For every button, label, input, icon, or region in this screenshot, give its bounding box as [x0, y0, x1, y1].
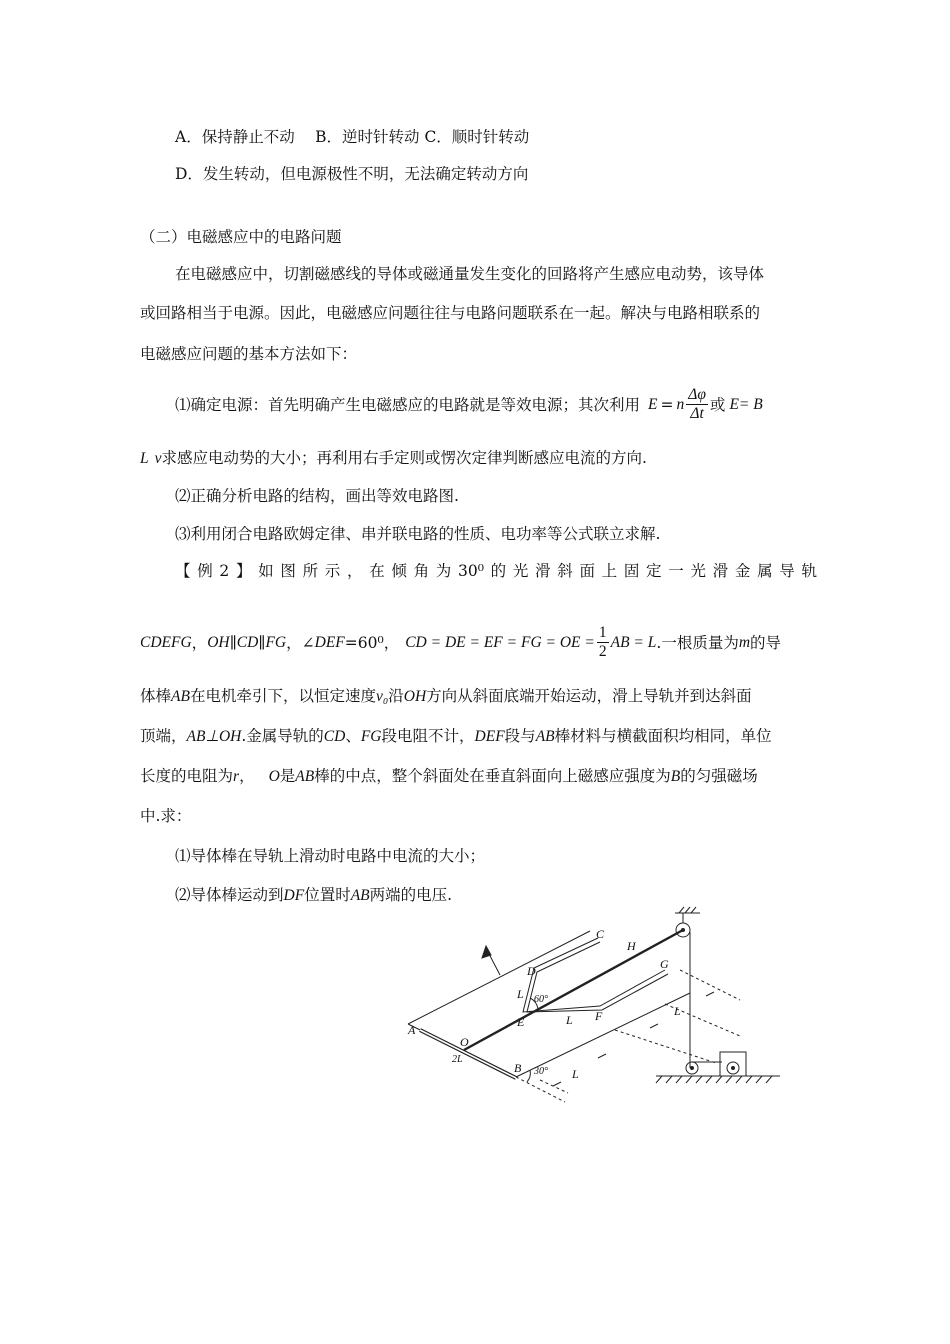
step-2: ⑵正确分析电路的结构，画出等效电路图. — [175, 487, 459, 505]
label-l1: L — [517, 987, 524, 1001]
dashed-line — [615, 1030, 716, 1063]
label-l2: L — [566, 1013, 573, 1027]
label-l3: L — [674, 1004, 681, 1018]
example-char: 例 — [197, 562, 213, 580]
formula-equals: = — [660, 395, 674, 414]
example-char: 所 — [302, 562, 319, 580]
example-char: 的 — [490, 562, 507, 580]
motor-box — [720, 1052, 746, 1076]
text: 的匀强磁场 — [680, 767, 758, 785]
example-char: 如 — [258, 562, 274, 580]
equality-chain: CD = DE = EF = FG = OE = — [405, 633, 595, 651]
example-char: 】 — [235, 562, 252, 580]
example-char: 30⁰ — [458, 562, 484, 580]
symbol-df: DF — [283, 887, 305, 904]
label-h: H — [627, 939, 636, 953]
formula-numerator: Δφ — [688, 386, 706, 403]
example-line-5 — [140, 765, 758, 788]
label-a: A — [408, 1023, 416, 1037]
label-c: C — [596, 927, 605, 941]
text: 顶端， — [140, 727, 187, 745]
symbol-v: v — [154, 450, 162, 467]
label-o: O — [460, 1035, 469, 1049]
example-char: 属 — [757, 562, 773, 580]
text: 棒的中点，整个斜面处在垂直斜面向上磁感应强度为 — [314, 767, 671, 785]
step-1-line — [175, 386, 763, 423]
text: 长度的电阻为 — [140, 767, 234, 785]
step-1-continued — [140, 447, 647, 470]
example-line-3 — [140, 685, 752, 708]
dashed-line — [680, 970, 740, 1000]
paragraph-line: 电磁感应问题的基本方法如下： — [140, 345, 358, 363]
symbol-v0: v₀ — [375, 688, 389, 705]
paragraph-line: 在电磁感应中，切割磁感线的导体或磁通量发生变化的回路将产生感应电动势，该导体 — [175, 265, 765, 283]
example-char: ， — [346, 562, 363, 580]
example-char: 一 — [668, 562, 684, 580]
text: ， — [239, 767, 255, 785]
question-1: ⑴导体棒在导轨上滑动时电路中电流的大小； — [175, 847, 486, 865]
example-char: 在 — [369, 562, 385, 580]
half-numerator: 1 — [598, 624, 607, 641]
example-char: 光 — [690, 562, 706, 580]
symbol-cd: CD — [323, 728, 346, 745]
angle-value: =60⁰， — [344, 633, 400, 652]
example-char: 固 — [623, 562, 640, 580]
half-fraction — [597, 624, 609, 661]
paragraph-line: 或回路相当于电源。因此，电磁感应问题往往与电路问题联系在一起。解决与电路相联系的 — [140, 304, 761, 322]
inclined-plane-figure — [400, 895, 820, 1110]
label-g: G — [660, 957, 669, 971]
example-line-1-chars — [175, 560, 817, 582]
label-f: F — [595, 1009, 603, 1023]
incline-top-edge — [408, 931, 590, 1024]
symbol-ab: AB — [295, 768, 315, 785]
section-title: （二）电磁感应中的电路问题 — [140, 228, 342, 246]
step-3: ⑶利用闭合电路欧姆定律、串并联电路的性质、电功率等公式联立求解. — [175, 525, 661, 543]
label-b: B — [514, 1061, 522, 1075]
formula-e: E — [648, 395, 658, 413]
example-line-6: 中.求： — [140, 807, 192, 825]
rope-oh — [464, 930, 683, 1050]
text: .一根质量为 — [656, 633, 739, 652]
example-char: 面 — [579, 562, 595, 580]
label-60: 60° — [534, 994, 548, 1005]
ground-hatch — [656, 1076, 772, 1083]
text: 是 — [279, 767, 296, 785]
example-char: 定 — [646, 562, 662, 580]
symbol-l: L — [140, 450, 149, 467]
half-denominator: 2 — [598, 643, 607, 660]
text: 段电阻不计， — [381, 727, 475, 745]
example-char: 倾 — [391, 562, 407, 580]
symbol-def: DEF — [474, 728, 505, 745]
equality-chain-end: AB = L — [610, 633, 657, 651]
symbol-cd: CD — [236, 633, 259, 651]
text: 沿 — [388, 687, 404, 705]
angle-sign: ，∠ — [286, 633, 315, 652]
symbol-m: m — [738, 633, 751, 651]
normal-arrowhead — [482, 946, 491, 958]
example-char: 【 — [175, 562, 191, 580]
symbol-fg: FG — [265, 633, 287, 651]
parallel-sign: ∥ — [229, 633, 237, 652]
example-char: 上 — [601, 562, 618, 580]
example-char: 金 — [734, 562, 751, 580]
example-char: 斜 — [557, 562, 573, 580]
parallel-sign: ∥ — [258, 633, 266, 652]
text: ⑵导体棒运动到 — [175, 886, 284, 904]
text: 在电机牵引下，以恒定速度 — [189, 687, 376, 705]
example-char: 轨 — [801, 562, 817, 580]
symbol-fg: FG — [360, 728, 382, 745]
option-line-abc: A．保持静止不动 B．逆时针转动 C．顺时针转动 — [175, 128, 530, 146]
symbol-ab: AB — [535, 728, 555, 745]
formula-fraction — [686, 386, 708, 423]
label-2l: 2L — [452, 1054, 463, 1065]
example-line-2: CDEFG ， OH ∥ CD ∥ FG ，∠ DEF =60⁰， CD = DE = EF = FG = OE = $\frac{1}{2}$ AB = L .一根质量为 m 的导 — [140, 624, 782, 660]
label-30: 30° — [534, 1066, 548, 1077]
symbol-o: O — [268, 768, 280, 785]
text: 棒材料与横截面积均相同，单位 — [554, 727, 772, 745]
example-char: 图 — [280, 562, 296, 580]
example-char: 导 — [779, 562, 795, 580]
example-line-4 — [140, 725, 772, 748]
text: 方向从斜面底端开始运动，滑上导轨并到达斜面 — [426, 687, 752, 705]
step-1-rest: 求感应电动势的大小；再利用右手定则或愣次定律判断感应电流的方向. — [161, 449, 647, 467]
symbol-ab: AB — [171, 688, 190, 705]
symbol-b: B — [670, 768, 681, 785]
text: 位置时 — [304, 886, 351, 904]
text: 段与 — [504, 727, 536, 745]
symbol-cdefg: CDEFG — [140, 633, 192, 651]
text: 、 — [345, 727, 361, 745]
formula-e-bl: E= B — [729, 395, 763, 413]
label-d: D — [527, 964, 536, 978]
symbol-oh: OH — [207, 633, 230, 651]
incline-bottom-edge — [516, 993, 690, 1077]
label-l4: L — [572, 1067, 579, 1081]
symbol-r: r — [233, 768, 240, 785]
symbol-ab-perp-oh: AB⊥OH — [186, 728, 242, 745]
text: 的导 — [750, 633, 782, 652]
example-char: 为 — [435, 562, 452, 580]
example-char: 滑 — [712, 562, 729, 580]
text: 两端的电压. — [369, 886, 453, 904]
symbol-ab: AB — [350, 887, 370, 904]
step-1-text: ⑴确定电源：首先明确产生电磁感应的电路就是等效电源；其次利用 — [175, 395, 641, 414]
example-char: 滑 — [535, 562, 551, 580]
top-pulley-center — [682, 929, 685, 932]
label-e: E — [517, 1015, 525, 1029]
example-char: 光 — [512, 562, 529, 580]
option-line-d: D．发生转动，但电源极性不明，无法确定转动方向 — [175, 165, 529, 183]
formula-n: n — [676, 395, 685, 413]
example-char: 角 — [413, 562, 430, 580]
formula-denominator: Δt — [690, 405, 704, 422]
symbol-oh: OH — [403, 688, 427, 705]
example-char: 2 — [219, 562, 230, 580]
symbol-def: DEF — [314, 633, 345, 651]
text: 体棒 — [140, 687, 172, 705]
text: .金属导轨的 — [241, 727, 324, 745]
example-char: 示 — [324, 562, 341, 580]
example-line-1 — [175, 560, 817, 582]
formula-or: 或 — [709, 395, 726, 414]
